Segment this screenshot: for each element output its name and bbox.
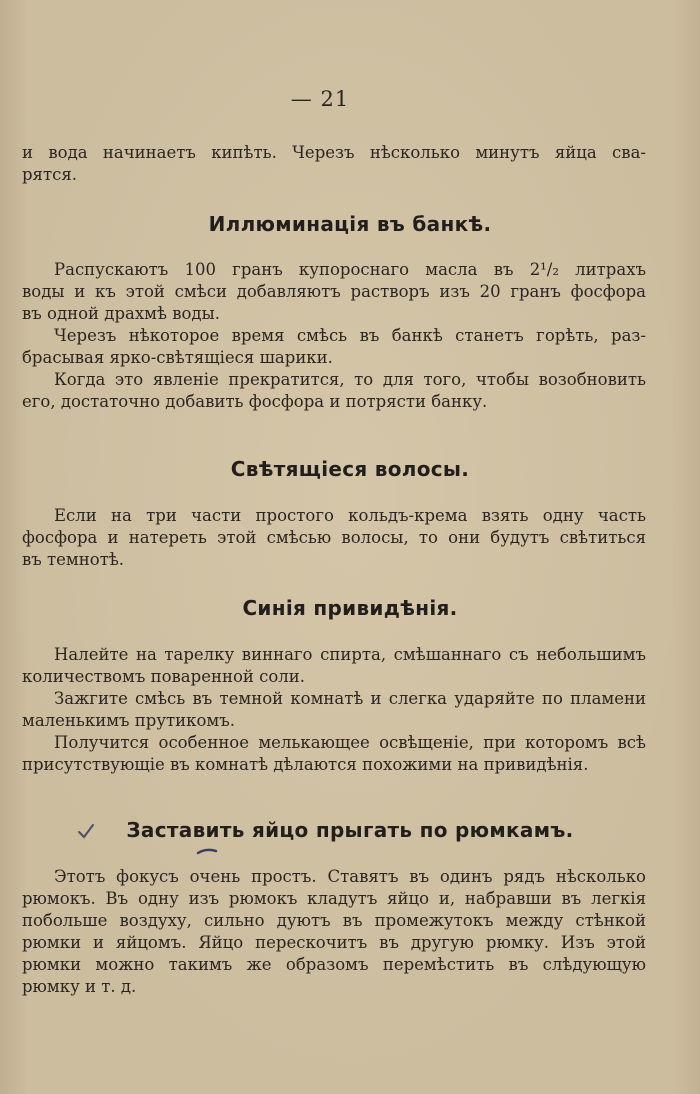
section-body-blue-ghosts: [22, 644, 646, 776]
text-line: въ одной драхмѣ воды.: [22, 304, 220, 323]
text-line: побольше воздуху, сильно дуютъ въ промежутокъ между стѣнкой: [22, 911, 646, 930]
text-line: Черезъ нѣкоторое время смѣсь въ банкѣ станетъ горѣть, раз-: [54, 326, 646, 345]
pencil-stroke-icon: [196, 846, 218, 856]
text-line: брасывая ярко-свѣтящіеся шарики.: [22, 348, 333, 367]
text-line: рятся.: [22, 165, 77, 184]
page-number: — 21: [290, 87, 350, 111]
intro-paragraph: [22, 142, 646, 186]
text-line: его, достаточно добавить фосфора и потрясти банку.: [22, 392, 488, 411]
text-line: маленькимъ прутикомъ.: [22, 711, 236, 730]
text-line: фосфора и натереть этой смѣсью волосы, то они будутъ свѣтиться: [22, 528, 646, 547]
text-line: рюмки можно такимъ же образомъ перемѣстить въ слѣдующую: [22, 955, 646, 974]
text-line: Распускаютъ 100 гранъ купороснаго масла въ 2¹/₂ литрахъ: [54, 260, 646, 279]
text-line: Этотъ фокусъ очень простъ. Ставятъ въ одинъ рядъ нѣсколько: [54, 867, 646, 886]
section-heading-blue-ghosts: Синія привидѣнія.: [242, 596, 458, 620]
text-line: Налейте на тарелку виннаго спирта, смѣшаннаго съ небольшимъ: [54, 645, 646, 664]
section-body-jumping-egg: [22, 866, 646, 998]
text-line: въ темнотѣ.: [22, 550, 125, 569]
text-line: Если на три части простого кольдъ-крема взять одну часть: [54, 506, 646, 525]
text-line: рюмку и т. д.: [22, 977, 137, 996]
text-line: Зажгите смѣсь въ темной комнатѣ и слегка ударяйте по пламени: [54, 689, 646, 708]
section-heading-jumping-egg: Заставить яйцо прыгать по рюмкамъ.: [126, 818, 574, 842]
text-line: Когда это явленіе прекратится, то для того, чтобы возобновить: [54, 370, 646, 389]
text-line: рюмокъ. Въ одну изъ рюмокъ кладутъ яйцо и, набравши въ легкія: [22, 889, 646, 908]
section-body-illumination: [22, 259, 646, 413]
text-line: количествомъ поваренной соли.: [22, 667, 306, 686]
section-body-glowing-hair: [22, 505, 646, 571]
text-line: Получится особенное мелькающее освѣщеніе, при которомъ всѣ: [54, 733, 646, 752]
text-line: рюмки и яйцомъ. Яйцо перескочитъ въ другую рюмку. Изъ этой: [22, 933, 646, 952]
section-heading-glowing-hair: Свѣтящіеся волосы.: [230, 457, 470, 481]
text-line: и вода начинаетъ кипѣть. Черезъ нѣсколько минутъ яйца сва-: [22, 143, 646, 162]
text-line: присутствующіе въ комнатѣ дѣлаются похожими на привидѣнія.: [22, 755, 589, 774]
section-heading-illumination: Иллюминація въ банкѣ.: [208, 212, 492, 236]
text-line: воды и къ этой смѣси добавляютъ растворъ изъ 20 гранъ фосфора: [22, 282, 646, 301]
